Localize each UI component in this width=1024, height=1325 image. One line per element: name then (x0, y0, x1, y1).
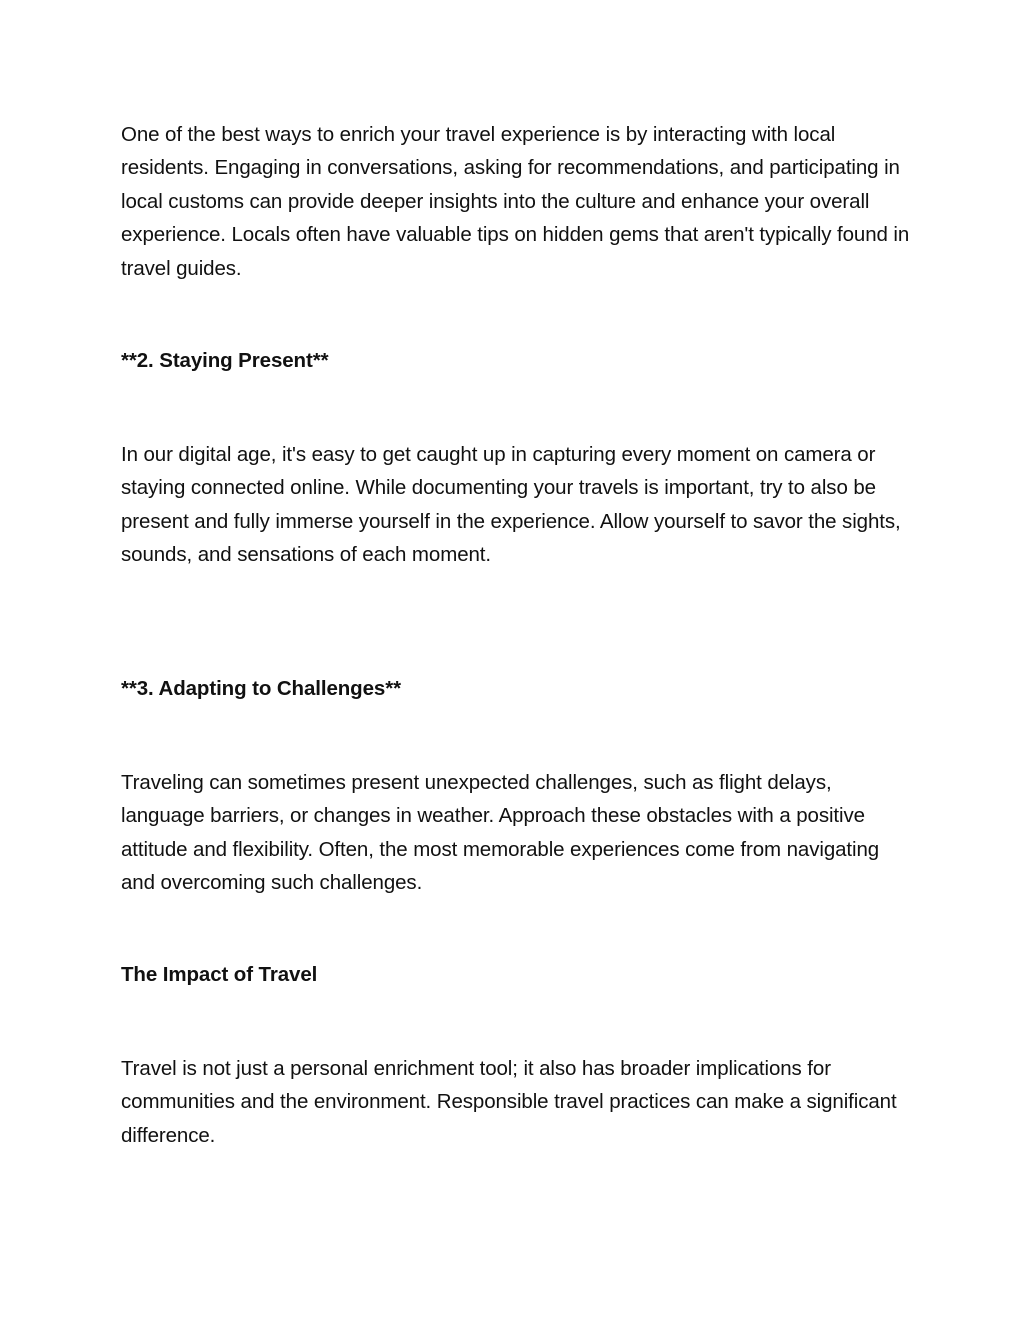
heading-adapting-to-challenges: **3. Adapting to Challenges** (121, 677, 401, 700)
paragraph-staying-present: In our digital age, it's easy to get caught up in capturing every moment on camera or staying connected online. While documenting your travels is important, try to also be present and fully immerse yourself in the experience. Allow yourself to savor the sights, sounds, and sensations of each moment. (121, 443, 901, 567)
heading-staying-present: **2. Staying Present** (121, 349, 329, 372)
heading-impact-of-travel: The Impact of Travel (121, 963, 318, 986)
paragraph-impact-of-travel: Travel is not just a personal enrichment tool; it also has broader implications for communities and the environment. Responsible travel practices can make a significant difference. (121, 1057, 897, 1147)
paragraph-adapting-to-challenges: Traveling can sometimes present unexpected challenges, such as flight delays, language barriers, or changes in weather. Approach these obstacles with a positive attitude and flexibility. Often, the most memorable experiences come from navigating and overcoming such challenges. (121, 771, 880, 895)
paragraph-local-residents: One of the best ways to enrich your travel experience is by interacting with local residents. Engaging in conversations, asking for recommendations, and participating in local customs can provide deeper insights into the culture and enhance your overall experience. Locals often have valuable tips on hidden gems that aren't typically found in travel guides. (121, 123, 910, 280)
